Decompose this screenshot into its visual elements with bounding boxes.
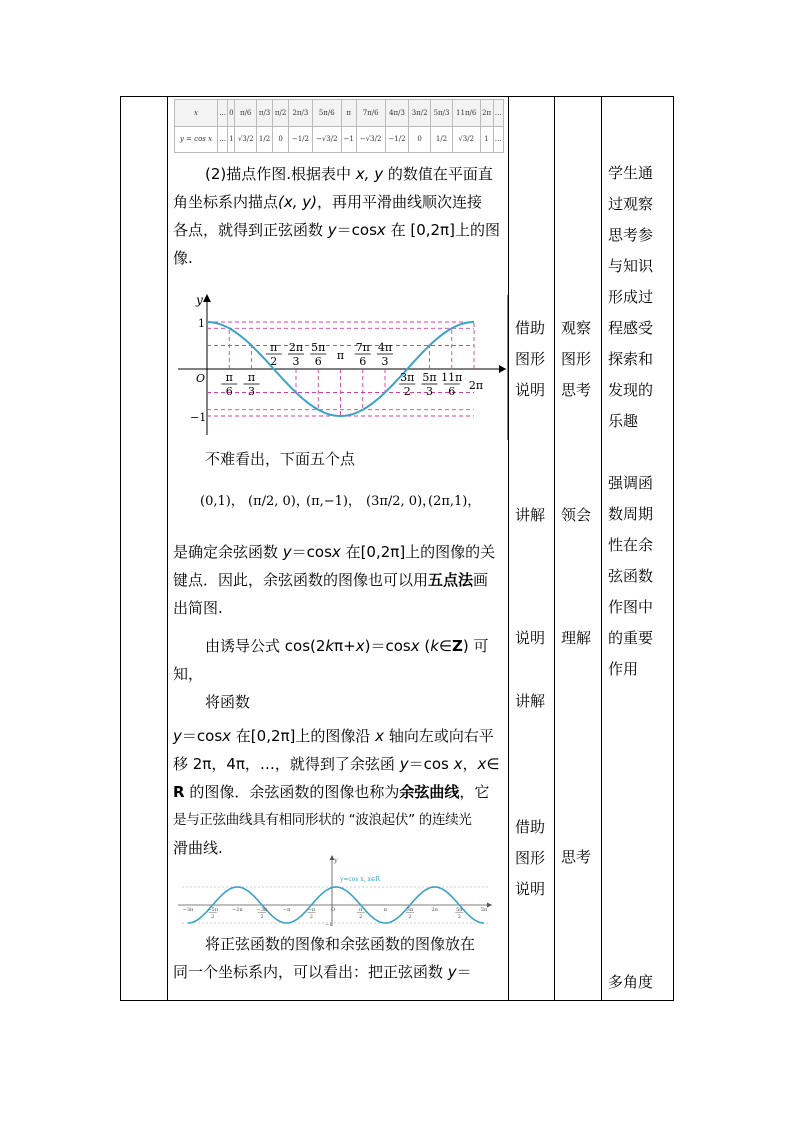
text-line: 借助 [515,818,546,836]
tick-numerator: 2π [288,341,304,354]
tick-numerator: 3π [400,371,415,384]
table-cell: 0 [409,126,431,153]
text-run: R [173,783,185,801]
text-run: 各点，就得到正弦函数 [173,221,328,239]
tick-numerator: 11π [441,371,463,384]
table-cell: 1 [228,126,235,153]
text-run: y [447,963,457,981]
text-line: 思考 [561,381,592,399]
tick-denominator: 6 [225,385,233,398]
y-axis-label: y [196,293,203,307]
tick-label: π [336,349,345,362]
text-run: 角坐标系内描点 [173,193,279,211]
tick-denominator: 3 [381,355,389,368]
text-line: 学生通 [608,164,654,182]
table-col-line-4 [554,96,555,1001]
tick-denominator: 6 [314,355,322,368]
text-run: 移 2π，4π，…，就得到了余弦函 [173,755,400,773]
table-col-line-3 [508,96,509,1001]
text-run: ＝cos [181,727,223,745]
table-cell: 3π/2 [409,100,431,127]
key-point-3: (π,−1)， [306,494,361,509]
text-run: y [399,755,409,773]
text-run: 的图像．余弦函数的图像也称为 [184,783,400,801]
tick-label: −2π [231,907,243,913]
text-line: 作用 [608,660,639,678]
key-point-2: (π/2, 0)， [248,494,309,509]
text-line [173,750,503,778]
table-cell: 0 [228,100,235,127]
tick-numerator: 3π [406,907,414,913]
table-cell: … [217,126,227,153]
table-cell: π/2 [273,100,289,127]
text-run: x [376,221,386,239]
y-one-label: 1 [198,317,205,330]
text-run: 在[0,2π]上的图像的关 [340,543,496,561]
table-cell: 0 [273,126,289,153]
text-line [173,216,503,244]
x-axis-arrow [487,903,492,908]
paragraph-compare-sine-cosine [173,930,503,986]
cosine-graph-0-2pi [172,290,508,440]
origin-label: O [196,372,206,385]
table-top-border [120,96,674,97]
text-run: π+ [334,637,356,655]
design-intent-c: 多角度 [608,973,654,991]
tick-numerator: 5π [456,907,463,913]
table-cell: 1/2 [431,126,453,153]
text-line: 说明 [515,381,546,399]
y-neg-one-label: −1 [190,411,207,424]
tick-denominator: 2 [260,914,264,920]
text-run: ＝cos [336,221,377,239]
tick-numerator: −π [307,907,316,913]
teacher-activity-c: 说明 [515,629,546,647]
text-run: ， [462,755,478,773]
table-cell: 2π [480,100,493,127]
tick-denominator: 2 [211,914,215,920]
tick-denominator: 2 [270,355,278,368]
text-run: ＝ [456,963,472,981]
text-run: x [453,755,463,773]
text-line: 作图中 [608,598,654,616]
design-intent-a [608,158,653,437]
table-cell: x [175,100,218,127]
table-col-line-5 [601,96,602,1001]
table-cell: 7π/6 [356,100,385,127]
text-line: 像. [173,249,193,267]
text-line: 的重要 [608,629,654,647]
text-run: Z [451,637,463,655]
tick-numerator: 5π [422,371,437,384]
teacher-activity-b: 讲解 [515,506,546,524]
text-line [173,632,503,688]
text-run: ( [419,637,431,655]
teacher-activity-d: 讲解 [515,692,546,710]
tick-numerator: 5π [311,341,326,354]
text-run: x, y [355,165,384,183]
tick-denominator: 6 [448,385,456,398]
text-line [173,958,503,986]
text-run: x [331,543,341,561]
tick-denominator: 3 [292,355,300,368]
text-run: x [477,755,487,773]
tick-numerator: π [225,371,233,384]
table-cell: … [493,126,503,153]
student-activity-d: 思考 [561,848,592,866]
text-line: 发现的 [608,381,654,399]
y-axis-arrow [203,294,211,302]
text-line: 滑曲线. [173,839,223,857]
text-run: (x, y) [278,193,318,211]
key-point-5: (2π,1)， [428,494,481,509]
text-line: 图形 [561,350,592,368]
text-line: 不难看出，下面五个点 [205,450,356,468]
text-line: 过观察 [608,195,654,213]
tick-label: O [330,907,336,913]
text-run: x [355,637,365,655]
text-run: x [375,727,385,745]
table-cell: π [341,100,356,127]
text-line: 思考参 [608,226,654,244]
table-cell: 2π/3 [289,100,312,127]
text-run: k [430,637,439,655]
table-value-row [175,126,504,153]
text-run: ) 可知， [173,637,489,683]
student-activity-a [561,313,591,406]
text-run: x [222,727,232,745]
table-header-row [175,100,504,127]
tick-denominator: 2 [408,914,412,920]
design-intent-b [608,468,653,685]
text-run: ，它 [459,783,490,801]
text-line [173,778,503,806]
text-line: 性在余 [608,536,654,554]
text-run: y [327,221,337,239]
teacher-activity-e [515,812,545,905]
text-line [173,566,503,594]
graph-label: y=cos x, x∈R [340,876,380,883]
tick-label: 2π [468,379,484,392]
text-run: ＝cos [408,755,454,773]
student-activity-b: 领会 [561,506,592,524]
text-run: ＝cos [291,543,332,561]
paragraph-plot-points [173,160,503,272]
text-run: )＝cos [364,637,411,655]
text-line: 程感受 [608,319,654,337]
text-line: 乐趣 [608,412,639,430]
key-point-1: (0,1)， [200,494,244,509]
text-line: 说明 [515,880,546,898]
text-line: 借助 [515,319,546,337]
tick-labels [183,907,488,920]
text-line: 是与正弦曲线具有相同形状的 “波浪起伏” 的连续光 [173,812,472,828]
text-run: 余弦曲线 [399,783,460,801]
text-run: 由诱导公式 cos(2 [205,637,326,655]
tick-denominator: 3 [248,385,255,398]
text-line: 图形 [515,350,546,368]
table-cell: −1/2 [385,126,408,153]
table-cell: 5π/6 [312,100,341,127]
text-line: 形成过 [608,288,654,306]
table-cell: 1 [480,126,493,153]
text-run: 五点法 [428,571,474,589]
text-line [173,188,503,216]
teacher-activity-a [515,313,545,406]
text-line: 将函数 [205,693,251,711]
tick-denominator: 2 [309,914,313,920]
table-cell: π/6 [235,100,257,127]
student-activity-c: 理解 [561,629,592,647]
tick-denominator: 3 [426,385,433,398]
text-line: 将正弦函数的图像和余弦函数的图像放在 [205,935,476,953]
table-cell: π/3 [257,100,273,127]
cos-value-table [174,99,504,153]
paragraph-cosine-curve [173,632,503,862]
table-cell: −√3/2 [312,126,341,153]
text-run: 同一个坐标系内，可以看出：把正弦函数 [173,963,448,981]
text-run: ∈ [486,755,500,773]
tick-numerator: −5π [207,907,219,913]
cosine-curve-graph [174,852,494,928]
tick-denominator: 2 [403,385,411,398]
tick-label: −π [282,907,291,913]
text-line: 数周期 [608,505,654,523]
text-run: k [325,637,335,655]
text-run: 轴向左或向右平 [384,727,494,745]
table-cell: 1/2 [257,126,273,153]
tick-numerator: π [247,371,256,384]
tick-denominator: 2 [457,914,461,920]
table-cell: … [493,100,503,127]
text-line: 出简图. [173,599,223,617]
paragraph-five-points-intro [173,445,503,473]
text-line: 观察 [561,319,592,337]
text-line [173,160,503,188]
table-cell: 5π/3 [431,100,453,127]
table-cell: y = cos x [175,126,218,153]
tick-numerator: π [270,341,278,354]
key-point-4: (3π/2, 0)， [366,494,436,509]
table-col-line-1 [120,96,121,1001]
table-col-line-2 [167,96,168,1001]
table-cell: √3/2 [235,126,257,153]
y-axis-label: y [334,857,338,864]
table-cell: 4π/3 [385,100,408,127]
text-run: y [173,727,182,745]
table-cell: √3/2 [452,126,480,153]
tick-label: π [383,907,387,913]
tick-numerator: 7π [355,341,370,354]
text-line [173,722,503,750]
text-run: 的数值在平面直 [383,165,493,183]
paragraph-five-point-method [173,538,503,622]
tick-numerator: 4π [377,341,393,354]
tick-denominator: 6 [359,355,367,368]
text-run: x [410,637,420,655]
table-cell: −1 [341,126,356,153]
y-neg-one-label: −1 [325,922,333,928]
table-cell: … [217,100,227,127]
table-cell: −1/2 [289,126,312,153]
text-run: (2)描点作图.根据表中 [205,165,356,183]
text-line: 图形 [515,849,546,867]
text-run: ∈ [438,637,452,655]
text-line [173,538,503,566]
text-line: 强调函 [608,474,654,492]
text-run: 画 [473,571,489,589]
table-cell: 11π/6 [452,100,480,127]
tick-numerator: π [359,907,363,913]
text-run: y [282,543,292,561]
tick-numerator: −3π [256,907,268,913]
text-line: 弦函数 [608,567,654,585]
tick-label: 2π [431,907,438,913]
table-cell: −√3/2 [356,126,385,153]
text-run: 是确定余弦函数 [173,543,283,561]
table-bottom-border [120,1000,674,1001]
text-run: ，再用平滑曲线顺次连接 [317,193,483,211]
tick-label: 3π [480,907,488,913]
text-run: 在[0,2π]上的图像沿 [231,727,376,745]
text-run: 在 [0,2π]上的图 [385,221,500,239]
tick-label: −3π [182,907,194,913]
tick-denominator: 2 [359,914,363,920]
text-run: 键点．因此，余弦函数的图像也可以用 [173,571,429,589]
table-col-line-6 [673,96,674,1001]
x-axis-arrow [499,365,506,373]
text-line: 与知识 [608,257,654,275]
text-line: 探索和 [608,350,654,368]
